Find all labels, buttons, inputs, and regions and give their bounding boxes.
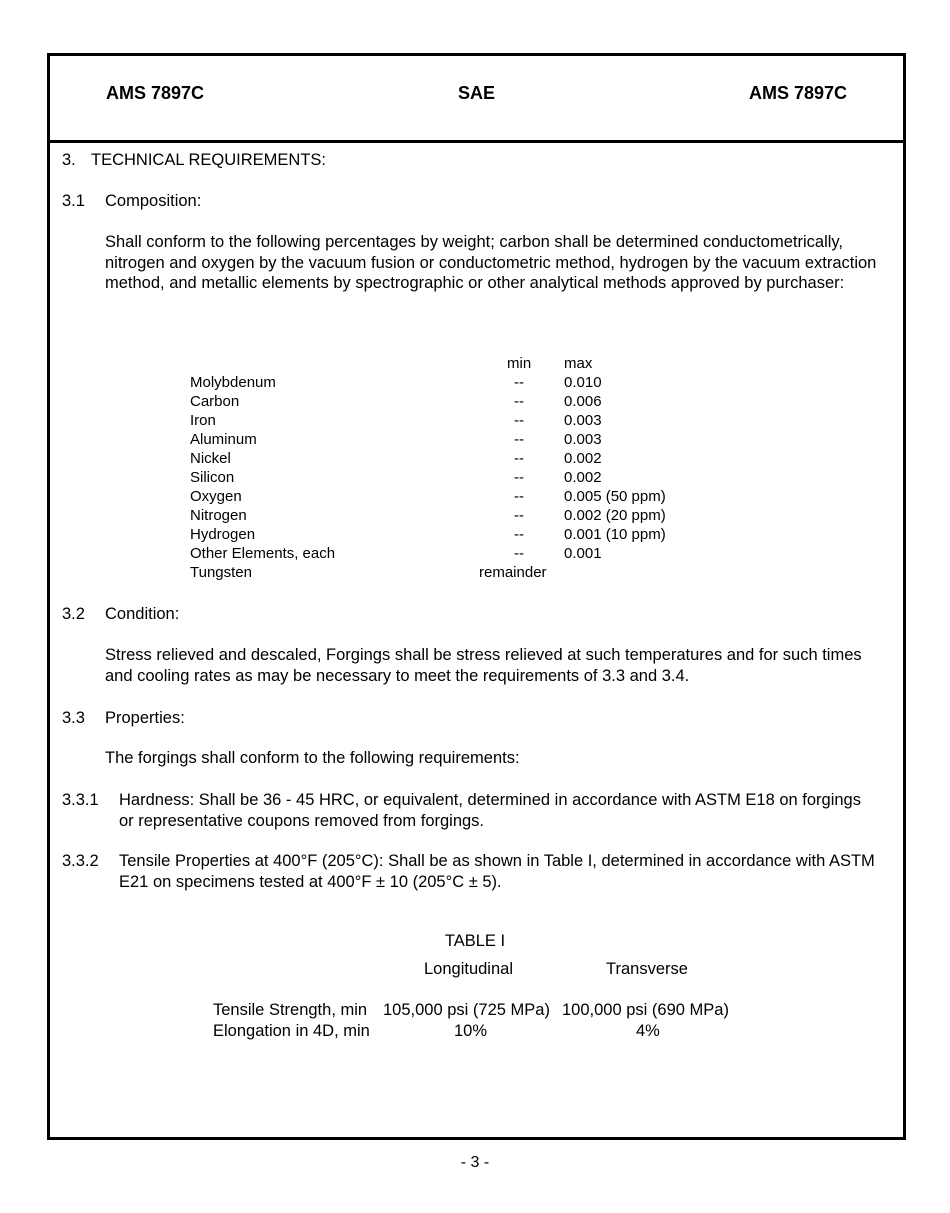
section-3-2-number: 3.2 [62, 605, 85, 623]
element-max: 0.010 [564, 374, 602, 391]
element-max: 0.002 (20 ppm) [564, 507, 666, 524]
element-max: 0.006 [564, 393, 602, 410]
element-max: 0.003 [564, 412, 602, 429]
section-3-3-2-text: Tensile Properties at 400°F (205°C): Shall be as shown in Table I, determined in accordance with ASTM E21 on specimens tested at 400°F ± 10 (205°C ± 5). [119, 852, 875, 891]
element-name: Iron [190, 412, 216, 429]
section-3-2-text: Stress relieved and descaled, Forgings shall be stress relieved at such temperatures and for such times and cooling rates as may be necessary to meet the requirements of 3.3 and 3.4. [105, 646, 862, 685]
element-name: Oxygen [190, 488, 242, 505]
element-min: -- [514, 431, 524, 448]
element-min: -- [514, 393, 524, 410]
element-min: -- [514, 374, 524, 391]
element-min: -- [514, 412, 524, 429]
element-max: 0.002 [564, 469, 602, 486]
element-name: Nitrogen [190, 507, 247, 524]
element-min: remainder [479, 564, 547, 581]
section-3-1-text: Shall conform to the following percentages by weight; carbon shall be determined conductometrically, nitrogen and oxygen by the vacuum fusion or conductometric method, hydrogen by the vacuum extraction method, and metallic elements by spectrographic or other analytical methods approved by purchaser: [105, 233, 877, 292]
composition-max-header: max [564, 355, 593, 372]
element-name: Molybdenum [190, 374, 276, 391]
element-min: -- [514, 488, 524, 505]
table-1-col-longitudinal: Longitudinal [424, 960, 513, 978]
section-3-3-title: Properties: [105, 709, 185, 727]
section-3-3-1-number: 3.3.1 [62, 791, 99, 809]
page-number: - 3 - [460, 1154, 490, 1171]
section-3-3-number: 3.3 [62, 709, 85, 727]
element-name: Tungsten [190, 564, 252, 581]
element-name: Nickel [190, 450, 231, 467]
page-header [50, 56, 903, 143]
table-1-col-transverse: Transverse [606, 960, 688, 978]
section-3-title: TECHNICAL REQUIREMENTS: [91, 151, 326, 169]
header-doc-id-right: AMS 7897C [748, 83, 847, 103]
element-min: -- [514, 545, 524, 562]
header-org: SAE [457, 83, 495, 103]
table-1-property: Tensile Strength, min [213, 1001, 368, 1019]
table-1-title: TABLE I [444, 932, 506, 950]
element-name: Silicon [190, 469, 235, 486]
composition-min-header: min [507, 355, 532, 372]
element-max: 0.001 [564, 545, 602, 562]
table-1-property: Elongation in 4D, min [213, 1022, 370, 1040]
element-min: -- [514, 507, 524, 524]
element-name: Carbon [190, 393, 240, 410]
table-1-longitudinal-value: 105,000 psi (725 MPa) [383, 1001, 550, 1019]
element-min: -- [514, 469, 524, 486]
element-name: Other Elements, each [190, 545, 336, 562]
section-3-1-title: Composition: [105, 192, 202, 210]
header-doc-id-left: AMS 7897C [106, 83, 205, 103]
section-3-3-2-number: 3.3.2 [62, 852, 99, 870]
element-max: 0.003 [564, 431, 602, 448]
element-max: 0.005 (50 ppm) [564, 488, 666, 505]
table-1-longitudinal-value: 10% [454, 1022, 488, 1040]
section-3-number: 3. [62, 151, 76, 169]
section-3-2-title: Condition: [105, 605, 180, 623]
element-max: 0.001 (10 ppm) [564, 526, 666, 543]
section-3-3-text: The forgings shall conform to the following requirements: [105, 749, 520, 767]
element-min: -- [514, 450, 524, 467]
element-max: 0.002 [564, 450, 602, 467]
section-3-3-1-text: Hardness: Shall be 36 - 45 HRC, or equivalent, determined in accordance with ASTM E18 on forgings or representative coupons removed from forgings. [119, 791, 861, 830]
section-3-1-number: 3.1 [62, 192, 85, 210]
table-1-transverse-value: 100,000 psi (690 MPa) [562, 1001, 729, 1019]
element-name: Aluminum [190, 431, 257, 448]
element-name: Hydrogen [190, 526, 256, 543]
table-1-transverse-value: 4% [636, 1022, 660, 1040]
element-min: -- [514, 526, 524, 543]
